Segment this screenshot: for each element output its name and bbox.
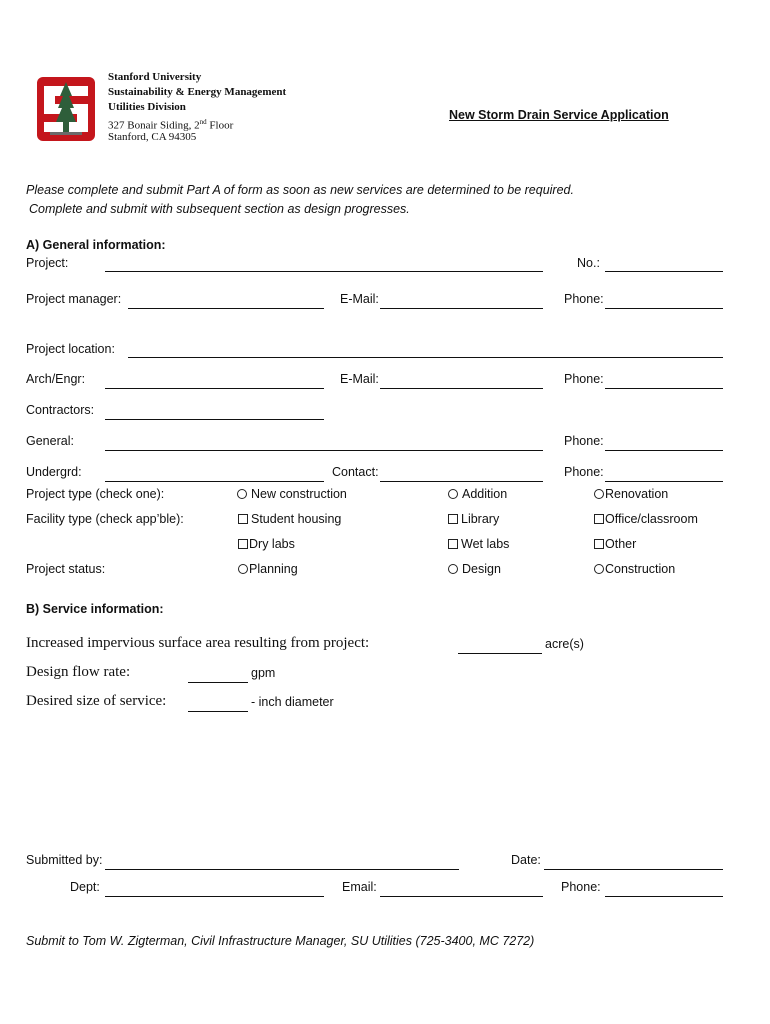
radio-circle-icon[interactable] — [594, 564, 604, 574]
size-unit: - inch diameter — [251, 695, 334, 709]
radio-renovation[interactable] — [594, 487, 668, 501]
radio-circle-icon[interactable] — [238, 564, 248, 574]
size-field[interactable] — [188, 711, 248, 712]
contact-label: Contact: — [332, 465, 379, 479]
checkbox-student-housing[interactable] — [238, 512, 341, 526]
signoff-phone-label: Phone: — [561, 880, 601, 894]
address-sup: nd — [199, 118, 207, 126]
submitted-by-field[interactable] — [105, 869, 459, 870]
arch-phone-field[interactable] — [605, 388, 723, 389]
checkbox-label: Library — [461, 512, 500, 526]
section-a-heading: A) General information: — [26, 238, 166, 252]
undergrd-phone-label: Phone: — [564, 465, 604, 479]
checkbox-icon[interactable] — [448, 539, 458, 549]
radio-label: Design — [462, 562, 501, 576]
radio-construction[interactable] — [594, 562, 675, 576]
undergrd-label: Undergrd: — [26, 465, 82, 479]
radio-planning[interactable] — [238, 562, 298, 576]
date-label: Date: — [511, 853, 541, 867]
checkbox-dry-labs[interactable] — [238, 537, 295, 551]
form-title: New Storm Drain Service Application — [449, 108, 669, 122]
signoff-phone-field[interactable] — [605, 896, 723, 897]
stanford-s-tree-icon — [36, 76, 96, 142]
undergrd-phone-field[interactable] — [605, 481, 723, 482]
project-field[interactable] — [105, 271, 543, 272]
signoff-email-label: Email: — [342, 880, 377, 894]
radio-label: Addition — [462, 487, 508, 501]
project-manager-field[interactable] — [128, 308, 324, 309]
checkbox-label: Other — [605, 537, 637, 551]
impervious-field[interactable] — [458, 653, 542, 654]
flow-unit: gpm — [251, 666, 276, 680]
date-field[interactable] — [544, 869, 723, 870]
submit-to-note: Submit to Tom W. Zigterman, Civil Infrastructure Manager, SU Utilities (725-3400, MC 7272) — [26, 934, 535, 948]
pm-phone-field[interactable] — [605, 308, 723, 309]
checkbox-office-classroom[interactable] — [594, 512, 698, 526]
contact-field[interactable] — [380, 481, 543, 482]
pm-email-field[interactable] — [380, 308, 543, 309]
checkbox-label: Student housing — [251, 512, 342, 526]
arch-engr-field[interactable] — [105, 388, 324, 389]
org-address-city: Stanford, CA 94305 — [108, 131, 197, 143]
project-label: Project: — [26, 256, 69, 270]
impervious-label: Increased impervious surface area resulting from project: — [26, 635, 370, 651]
general-field[interactable] — [105, 450, 543, 451]
signoff-email-field[interactable] — [380, 896, 543, 897]
arch-engr-label: Arch/Engr: — [26, 372, 86, 386]
general-phone-field[interactable] — [605, 450, 723, 451]
size-label: Desired size of service: — [26, 693, 167, 709]
radio-label: Construction — [605, 562, 676, 576]
pm-email-label: E-Mail: — [340, 292, 379, 306]
flow-label: Design flow rate: — [26, 664, 131, 680]
no-field[interactable] — [605, 271, 723, 272]
general-phone-label: Phone: — [564, 434, 604, 448]
section-b-heading: B) Service information: — [26, 602, 164, 616]
radio-label: Renovation — [605, 487, 669, 501]
radio-circle-icon[interactable] — [448, 489, 458, 499]
checkbox-icon[interactable] — [448, 514, 458, 524]
radio-addition[interactable] — [448, 487, 507, 501]
contractors-field[interactable] — [105, 419, 324, 420]
project-location-label: Project location: — [26, 342, 115, 356]
dept-field[interactable] — [105, 896, 324, 897]
flow-field[interactable] — [188, 682, 248, 683]
radio-circle-icon[interactable] — [448, 564, 458, 574]
facility-type-label: Facility type (check app’ble): — [26, 512, 184, 526]
project-location-field[interactable] — [128, 357, 723, 358]
address-street-post: Floor — [206, 119, 234, 132]
submitted-by-label: Submitted by: — [26, 853, 103, 867]
instruction-line-1: Please complete and submit Part A of form as soon as new services are determined to be required. — [26, 183, 574, 197]
checkbox-wet-labs[interactable] — [448, 537, 509, 551]
undergrd-field[interactable] — [105, 481, 324, 482]
checkbox-other[interactable] — [594, 537, 636, 551]
radio-circle-icon[interactable] — [237, 489, 247, 499]
dept-label: Dept: — [70, 880, 100, 894]
checkbox-icon[interactable] — [238, 539, 248, 549]
checkbox-icon[interactable] — [238, 514, 248, 524]
checkbox-label: Office/classroom — [605, 512, 698, 526]
checkbox-icon[interactable] — [594, 539, 604, 549]
arch-email-field[interactable] — [380, 388, 543, 389]
org-name: Stanford University — [108, 71, 202, 83]
org-department: Sustainability & Energy Management — [108, 86, 287, 98]
radio-design[interactable] — [448, 562, 501, 576]
address-street-pre: 327 Bonair Siding, 2 — [108, 119, 200, 132]
checkbox-label: Wet labs — [461, 537, 510, 551]
impervious-unit: acre(s) — [545, 637, 584, 651]
radio-new-construction[interactable] — [237, 487, 347, 501]
checkbox-label: Dry labs — [249, 537, 295, 551]
project-manager-label: Project manager: — [26, 292, 122, 306]
arch-phone-label: Phone: — [564, 372, 604, 386]
org-division: Utilities Division — [108, 101, 186, 113]
contractors-label: Contractors: — [26, 403, 95, 417]
pm-phone-label: Phone: — [564, 292, 604, 306]
project-status-label: Project status: — [26, 562, 106, 576]
project-type-label: Project type (check one): — [26, 487, 165, 501]
radio-label: Planning — [249, 562, 298, 576]
general-label: General: — [26, 434, 74, 448]
radio-label: New construction — [251, 487, 347, 501]
radio-circle-icon[interactable] — [594, 489, 604, 499]
checkbox-library[interactable] — [448, 512, 499, 526]
instruction-line-2: Complete and submit with subsequent section as design progresses. — [29, 202, 410, 216]
stanford-logo — [36, 76, 96, 142]
arch-email-label: E-Mail: — [340, 372, 379, 386]
checkbox-icon[interactable] — [594, 514, 604, 524]
no-label: No.: — [577, 256, 600, 270]
